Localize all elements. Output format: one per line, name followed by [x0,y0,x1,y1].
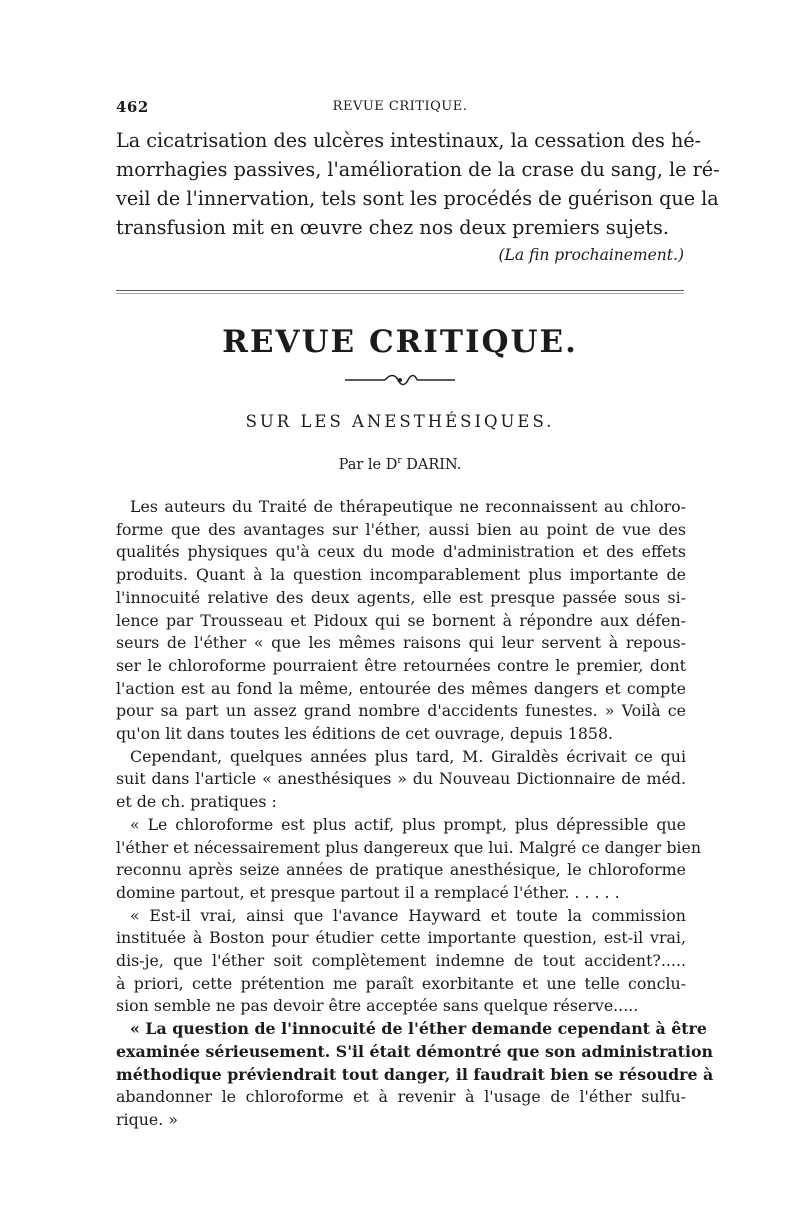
article-title: SUR LES ANESTHÉSIQUES. [245,412,555,431]
text-line: abandonner le chloroforme et à revenir à l'usage de l'éther sulfu- [116,1087,686,1107]
text-line: « La question de l'innocuité de l'éther demande cependant à être [130,1019,707,1039]
section-divider [116,290,684,294]
ornament-flourish-icon [345,372,455,388]
text-line: transfusion mit en œuvre chez nos deux premiers sujets. [116,216,669,239]
text-line: reconnu après seize années de pratique anesthésique, le chloroforme [116,860,686,880]
text-line: et de ch. pratiques : [116,792,277,812]
byline-sup: r [397,456,402,466]
running-head-title: REVUE CRITIQUE. [332,99,468,114]
byline-author: DARIN. [406,456,462,473]
text-line: forme que des avantages sur l'éther, aussi bien au point de vue des [116,519,686,539]
article-body [116,496,714,1132]
byline-prefix: Par le D [338,456,398,473]
text-line: l'innocuité relative des deux agents, elle est presque passée sous si- [116,587,686,607]
text-line: qualités physiques qu'à ceux du mode d'administration et des effets [116,542,686,562]
text-line: produits. Quant à la question incomparablement plus importante de [116,565,686,585]
section-title: REVUE CRITIQUE. [222,324,578,360]
text-line: lence par Trousseau et Pidoux qui se bornent à répondre aux défen- [116,610,686,630]
text-line: « Le chloroforme est plus actif, plus prompt, plus dépressible que [130,814,686,834]
text-line: La cicatrisation des ulcères intestinaux, la cessation des hé- [116,129,702,152]
text-line: « Est-il vrai, ainsi que l'avance Hayward et toute la commission [130,905,686,925]
text-line: domine partout, et presque partout il a remplacé l'éther. . . . . . [116,882,620,902]
text-line: veil de l'innervation, tels sont les procédés de guérison que la [116,187,719,210]
text-line: qu'on lit dans toutes les éditions de cet ouvrage, depuis 1858. [116,724,614,744]
text-line: dis-je, que l'éther soit complètement indemne de tout accident?..... [116,951,686,971]
previous-article-ending [116,126,720,242]
continuation-note: (La fin prochainement.) [498,246,684,264]
text-line: Les auteurs du Traité de thérapeutique ne reconnaissent au chloro- [130,497,686,516]
text-line: instituée à Boston pour étudier cette importante question, est-il vrai, [116,928,686,948]
text-line: seurs de l'éther « que les mêmes raisons qui leur servent à repous- [116,633,686,653]
text-line: l'action est au fond la même, entourée des mêmes dangers et compte [116,678,686,698]
running-head [116,98,684,122]
page-number: 462 [116,98,149,116]
text-line: examinée sérieusement. S'il était démontré que son administration [116,1041,713,1061]
text-line: morrhagies passives, l'amélioration de la crase du sang, le ré- [116,158,720,181]
byline [0,456,800,473]
text-line: ser le chloroforme pourraient être retournées contre le premier, dont [116,655,686,675]
text-line: méthodique préviendrait tout danger, il faudrait bien se résoudre à [116,1064,714,1084]
text-line: rique. » [116,1109,178,1129]
text-line: l'éther et nécessairement plus dangereux que lui. Malgré ce danger bien [116,837,702,857]
text-line: à priori, cette prétention me paraît exorbitante et une telle conclu- [116,973,686,993]
text-line: suit dans l'article « anesthésiques » du Nouveau Dictionnaire de méd. [116,769,686,789]
text-line: pour sa part un assez grand nombre d'accidents funestes. » Voilà ce [116,701,686,721]
text-line: Cependant, quelques années plus tard, M. Giraldès écrivait ce qui [130,746,686,766]
text-line: sion semble ne pas devoir être acceptée sans quelque réserve..... [116,996,639,1016]
